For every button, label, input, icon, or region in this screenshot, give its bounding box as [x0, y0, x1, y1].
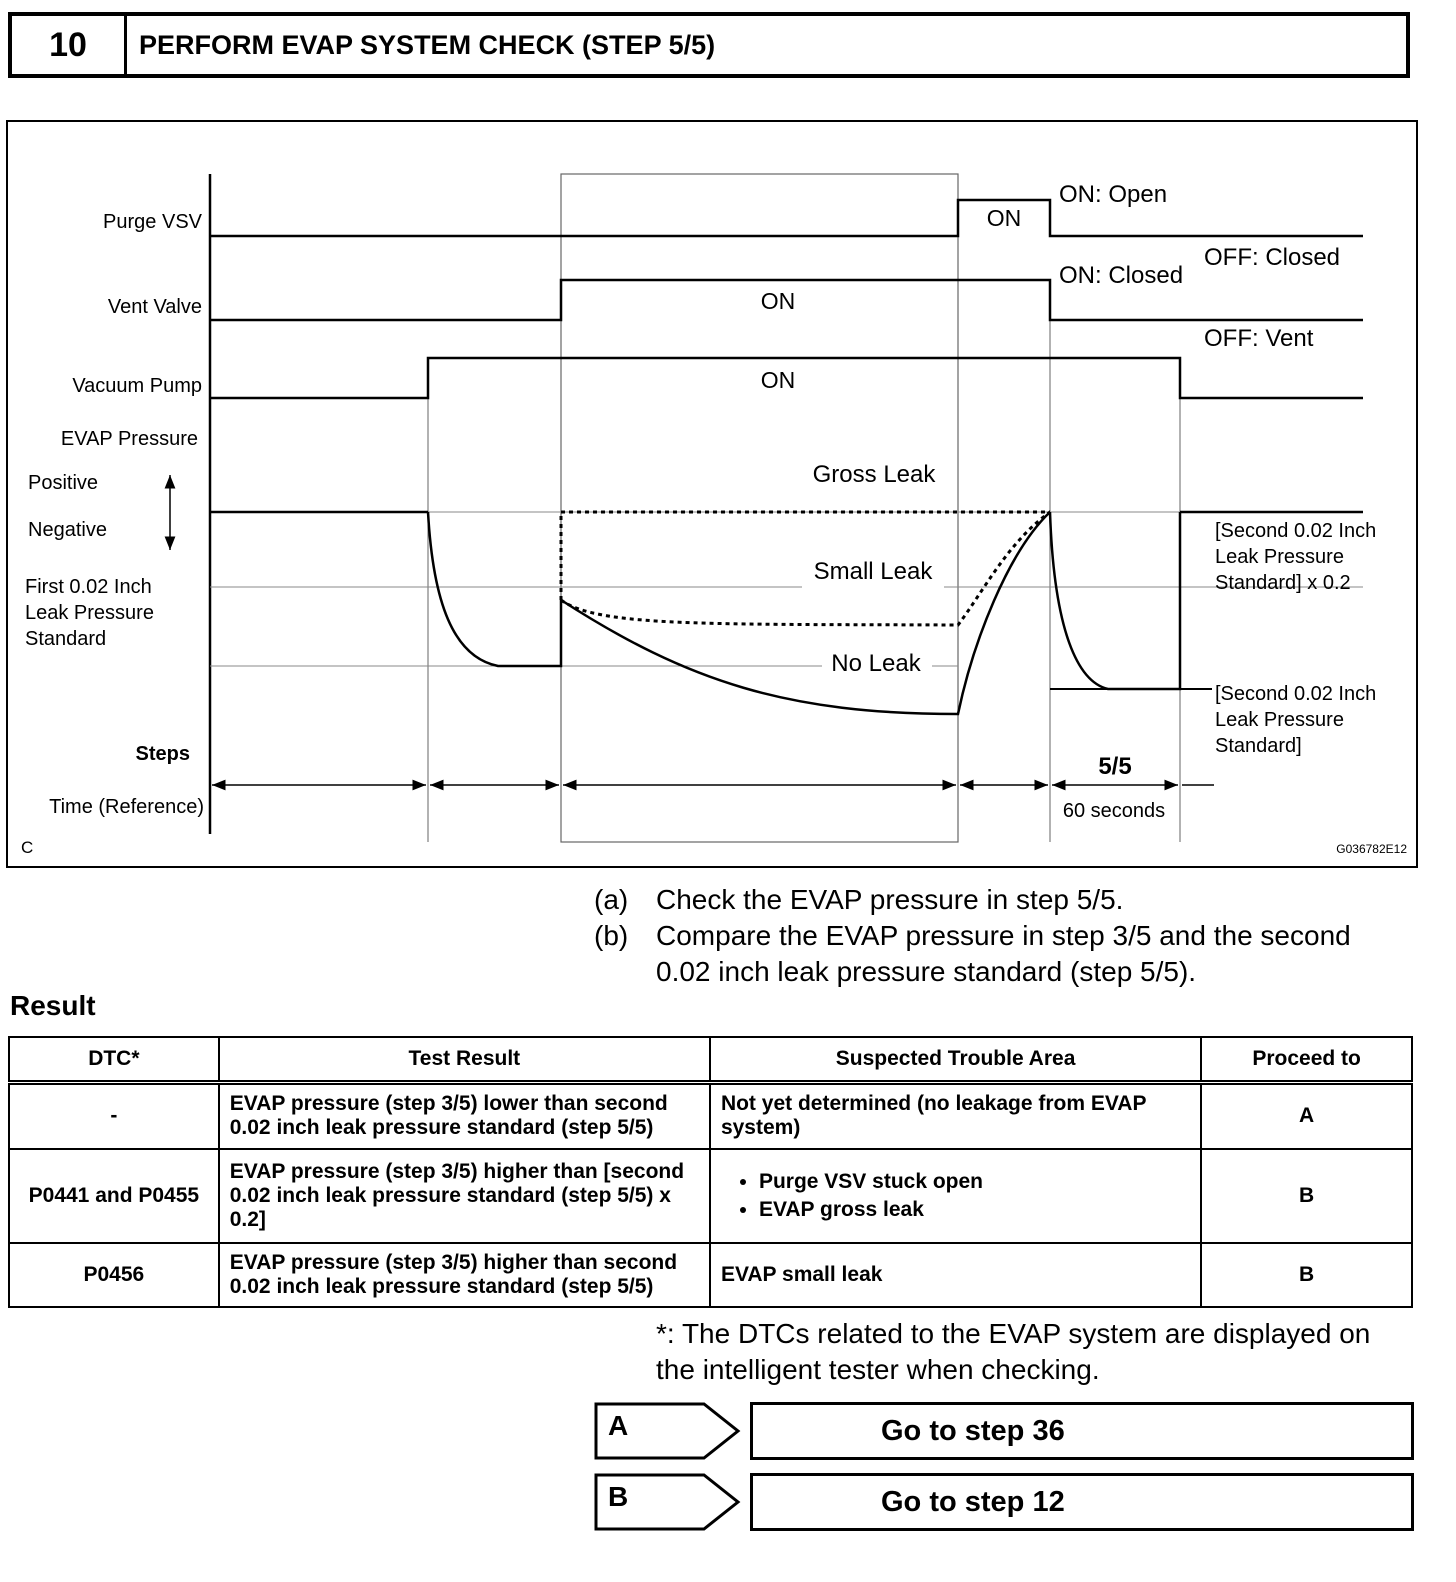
label-purge-vsv: Purge VSV: [103, 211, 202, 233]
label-gross-leak: Gross Leak: [812, 461, 936, 488]
cell-proceed: B: [1201, 1243, 1412, 1307]
goto-code-b: B: [608, 1481, 629, 1512]
cell-test-result: EVAP pressure (step 3/5) higher than second 0.02 inch leak pressure standard (step 5/5): [219, 1243, 710, 1307]
label-on-closed: ON: Closed: [1059, 262, 1184, 289]
pump-on-label: ON: [760, 367, 796, 393]
instruction-label: (b): [594, 920, 629, 951]
step-header: [8, 12, 1410, 78]
step-5-label: 5/5: [1098, 753, 1132, 780]
cell-test-result: EVAP pressure (step 3/5) higher than [second 0.02 inch leak pressure standard (step 5/5) x 0.2]: [219, 1149, 710, 1243]
col-header-dtc: DTC*: [9, 1037, 219, 1083]
label-second-std-2: Leak Pressure: [1215, 709, 1344, 731]
label-vacuum-pump: Vacuum Pump: [72, 375, 202, 397]
label-off-vent: OFF: Vent: [1204, 325, 1314, 352]
label-vent-valve: Vent Valve: [107, 296, 202, 318]
label-corner: C: [21, 838, 34, 857]
label-on-open: ON: Open: [1059, 181, 1168, 208]
goto-code-a: A: [608, 1410, 629, 1441]
goto-button-step-12[interactable]: Go to step 12: [750, 1473, 1414, 1531]
step5-curve: [1050, 512, 1180, 689]
step3-box: [561, 174, 958, 842]
dtc-footnote: *: The DTCs related to the EVAP system are displayed on the intelligent tester when checking.: [656, 1318, 1371, 1385]
result-table: [8, 1036, 1413, 1308]
step-number: 10: [12, 16, 127, 74]
instruction-text: Check the EVAP pressure in step 5/5.: [656, 884, 1124, 915]
label-first-std-3: Standard: [25, 628, 107, 650]
list-item: • Purge VSV stuck open: [759, 1168, 1190, 1196]
table-header-row: [9, 1037, 1412, 1083]
figure-id: G036782E12: [1336, 842, 1407, 856]
label-second-std-1: [Second 0.02 Inch: [1215, 683, 1377, 705]
cell-proceed: B: [1201, 1149, 1412, 1243]
label-time: Time (Reference): [49, 796, 204, 818]
duration-label: 60 seconds: [1062, 800, 1166, 822]
instruction-text: Compare the EVAP pressure in step 3/5 and the second 0.02 inch leak pressure standard (step 5/5).: [656, 920, 1351, 987]
col-header-proceed: Proceed to: [1201, 1037, 1412, 1083]
instruction-a: [594, 882, 1424, 918]
goto-a[interactable]: [594, 1402, 1414, 1460]
label-second-std-x02-2: Leak Pressure: [1215, 546, 1344, 568]
cell-trouble-area: Not yet determined (no leakage from EVAP system): [710, 1083, 1201, 1149]
cell-test-result: EVAP pressure (step 3/5) lower than second 0.02 inch leak pressure standard (step 5/5): [219, 1083, 710, 1149]
trouble-area-list: [721, 1168, 1190, 1224]
goto-button-step-36[interactable]: Go to step 36: [750, 1402, 1414, 1460]
instruction-label: (a): [594, 884, 629, 915]
label-second-std-3: Standard]: [1215, 735, 1302, 757]
col-header-test-result: Test Result: [219, 1037, 710, 1083]
result-title: Result: [10, 990, 96, 1021]
col-header-trouble-area: Suspected Trouble Area: [710, 1037, 1201, 1083]
purge-vsv-signal: [210, 200, 1363, 236]
cell-proceed: A: [1201, 1083, 1412, 1149]
purge-on-label: ON: [986, 205, 1022, 231]
no-leak-curve: [561, 512, 1050, 714]
vent-on-label: ON: [760, 288, 796, 314]
cell-dtc: P0441 and P0455: [9, 1149, 219, 1243]
table-row: [9, 1243, 1412, 1307]
label-off-closed: OFF: Closed: [1204, 244, 1341, 271]
label-first-std-2: Leak Pressure: [25, 602, 154, 624]
label-evap-pressure: EVAP Pressure: [60, 428, 198, 450]
label-second-std-x02-3: Standard] x 0.2: [1215, 572, 1351, 594]
table-row: [9, 1083, 1412, 1149]
instructions: [594, 882, 1424, 990]
label-steps: Steps: [135, 743, 190, 765]
step-title: PERFORM EVAP SYSTEM CHECK (STEP 5/5): [139, 29, 716, 60]
cell-trouble-area: [710, 1149, 1201, 1243]
label-negative: Negative: [28, 519, 107, 541]
evap-timing-diagram: [6, 120, 1418, 868]
label-no-leak: No Leak: [831, 650, 921, 677]
cell-trouble-area: EVAP small leak: [710, 1243, 1201, 1307]
cell-dtc: -: [9, 1083, 219, 1149]
timing-diagram-svg: [8, 122, 1416, 866]
label-small-leak: Small Leak: [813, 558, 933, 585]
list-item: • EVAP gross leak: [759, 1196, 1190, 1224]
pump-down-curve: [428, 512, 561, 666]
label-positive: Positive: [28, 472, 99, 494]
label-second-std-x02-1: [Second 0.02 Inch: [1215, 520, 1377, 542]
table-row: [9, 1149, 1412, 1243]
cell-dtc: P0456: [9, 1243, 219, 1307]
label-first-std-1: First 0.02 Inch: [25, 576, 152, 598]
instruction-b: [594, 918, 1424, 990]
goto-b[interactable]: [594, 1473, 1414, 1531]
